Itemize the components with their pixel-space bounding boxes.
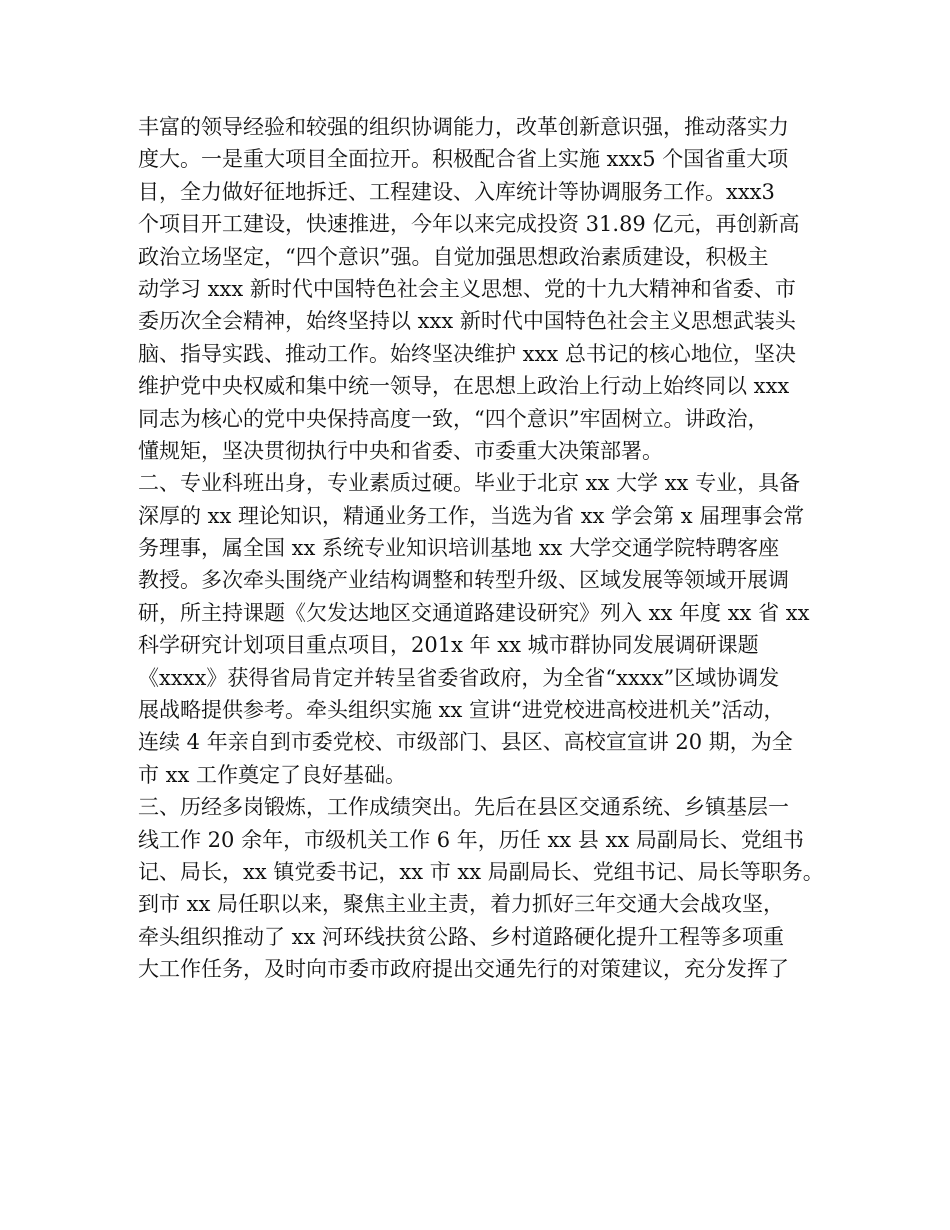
text-line: 牵头组织推动了 xx 河环线扶贫公路、乡村道路硬化提升工程等多项重 — [138, 924, 785, 949]
document-body — [138, 111, 838, 986]
text-line: 动学习 xxx 新时代中国特色社会主义思想、党的十九大精神和省委、市 — [138, 276, 796, 301]
text-line: 大工作任务，及时向市委市政府提出交通先行的对策建议，充分发挥了 — [138, 957, 789, 982]
text-line: 个项目开工建设，快速推进，今年以来完成投资 31.89 亿元，再创新高 — [138, 212, 800, 237]
text-line: 维护党中央权威和集中统一领导，在思想上政治上行动上始终同以 xxx — [138, 374, 790, 399]
text-line: 深厚的 xx 理论知识，精通业务工作，当选为省 xx 学会第 x 届理事会常 — [138, 503, 805, 528]
text-line: 《xxxx》获得省局肯定并转呈省委省政府，为全省“xxxx”区域协调发 — [138, 665, 780, 690]
text-line: 展战略提供参考。牵头组织实施 xx 宣讲“进党校进高校进机关”活动， — [138, 698, 785, 723]
text-line: 政治立场坚定，“四个意识”强。自觉加强思想政治素质建设，积极主 — [138, 244, 769, 269]
text-line: 研，所主持课题《欠发达地区交通道路建设研究》列入 xx 年度 xx 省 xx — [138, 600, 810, 625]
text-line: 务理事，属全国 xx 系统专业知识培训基地 xx 大学交通学院特聘客座 — [138, 536, 780, 561]
text-line: 连续 4 年亲自到市委党校、市级部门、县区、高校宣宣讲 20 期，为全 — [138, 730, 793, 755]
section-heading-line: 二、专业科班出身，专业素质过硬。毕业于北京 xx 大学 xx 专业，具备 — [138, 471, 801, 496]
text-line: 脑、指导实践、推动工作。始终坚决维护 xxx 总书记的核心地位，坚决 — [138, 341, 796, 366]
text-line: 同志为核心的党中央保持高度一致，“四个意识”牢固树立。讲政治， — [138, 406, 769, 431]
text-line: 教授。多次牵头围绕产业结构调整和转型升级、区域发展等领域开展调 — [138, 568, 789, 593]
text-line: 丰富的领导经验和较强的组织协调能力，改革创新意识强，推动落实力 — [138, 115, 789, 139]
text-line: 市 xx 工作奠定了良好基础。 — [138, 762, 407, 787]
section-heading-line: 三、历经多岗锻炼，工作成绩突出。先后在县区交通系统、乡镇基层一 — [138, 795, 789, 820]
text-line: 科学研究计划项目重点项目，201x 年 xx 城市群协同发展调研课题 — [138, 633, 759, 658]
text-line: 委历次全会精神，始终坚持以 xxx 新时代中国特色社会主义思想武装头 — [138, 309, 796, 334]
text-line: 记、局长，xx 镇党委书记，xx 市 xx 局副局长、党组书记、局长等职务。 — [138, 859, 824, 884]
text-line: 目，全力做好征地拆迁、工程建设、入库统计等协调服务工作。xxx3 — [138, 179, 775, 204]
text-line: 度大。一是重大项目全面拉开。积极配合省上实施 xxx5 个国省重大项 — [138, 147, 789, 172]
text-line: 懂规矩，坚决贯彻执行中央和省委、市委重大决策部署。 — [138, 438, 663, 463]
text-line: 线工作 20 余年，市级机关工作 6 年，历任 xx 县 xx 局副局长、党组书 — [138, 827, 804, 852]
text-line: 到市 xx 局任职以来，聚焦主业主责，着力抓好三年交通大会战攻坚， — [138, 892, 785, 917]
